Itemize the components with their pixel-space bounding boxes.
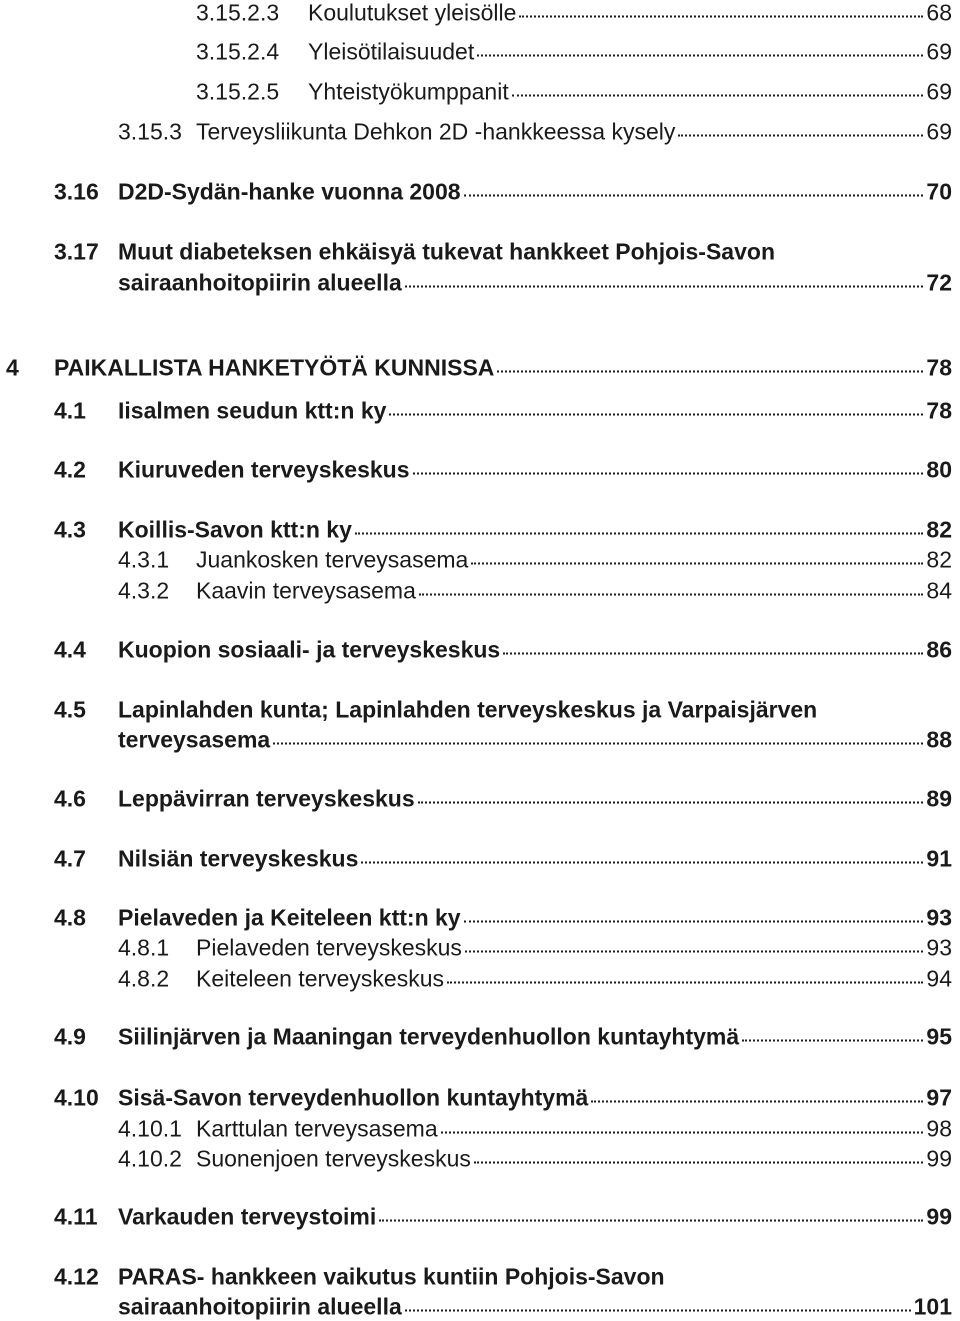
toc-entry-line — [118, 1084, 952, 1111]
toc-entry-title[interactable]: sairaanhoitopiirin alueella — [118, 269, 402, 296]
toc-entry-number: 4 — [6, 354, 19, 381]
dot-leader — [464, 195, 924, 197]
dot-leader — [497, 371, 923, 373]
toc-entry-title[interactable]: Kiuruveden terveyskeskus — [118, 456, 410, 483]
toc-entry-line — [118, 456, 952, 483]
toc-entry-line — [196, 1115, 952, 1142]
toc-entry-number: 3.15.2.3 — [196, 0, 280, 26]
toc-entry-title[interactable]: Pielaveden ja Keiteleen ktt:n ky — [118, 904, 461, 931]
toc-entry-number: 4.10 — [54, 1084, 99, 1111]
toc-page-number[interactable]: 69 — [926, 78, 952, 105]
dot-leader — [355, 533, 924, 535]
toc-entry-title[interactable]: Kuopion sosiaali- ja terveyskeskus — [118, 636, 501, 663]
dot-leader — [361, 862, 923, 864]
toc-entry-title[interactable]: Siilinjärven ja Maaningan terveydenhuollon kuntayhtymä — [118, 1023, 740, 1050]
toc-entry-title[interactable]: PAIKALLISTA HANKETYÖTÄ KUNNISSA — [54, 354, 495, 381]
toc-entry-number: 4.3.2 — [118, 577, 170, 604]
toc-entry-title[interactable]: Muut diabeteksen ehkäisyä tukevat hankkeet Pohjois-Savon — [118, 238, 775, 265]
toc-entry-line — [118, 178, 952, 205]
toc-page-number[interactable]: 82 — [926, 546, 952, 573]
toc-entry-line — [118, 845, 952, 872]
toc-entry-line — [118, 516, 952, 543]
toc-entry-title[interactable]: Nilsiän terveyskeskus — [118, 845, 359, 872]
toc-entry-line — [118, 1203, 952, 1230]
dot-leader — [477, 55, 923, 57]
toc-entry-number: 4.3 — [54, 516, 86, 543]
toc-page-number[interactable]: 70 — [926, 178, 952, 205]
toc-entry-number: 3.15.2.5 — [196, 78, 280, 105]
dot-leader — [418, 802, 924, 804]
dot-leader — [405, 286, 924, 288]
dot-leader — [419, 594, 924, 596]
toc-entry-line — [308, 2, 952, 25]
dot-leader — [273, 743, 923, 745]
toc-entry-line — [308, 38, 952, 65]
toc-entry-number: 4.11 — [54, 1203, 98, 1230]
toc-page-number[interactable]: 91 — [926, 845, 952, 872]
toc-entry-number: 3.17 — [54, 238, 99, 265]
toc-entry-number: 3.15.2.4 — [196, 38, 280, 65]
toc-entry-number: 4.10.1 — [118, 1115, 182, 1142]
toc-entry-line — [196, 1145, 952, 1172]
toc-page-number[interactable]: 72 — [926, 269, 952, 296]
toc-entry-title[interactable]: terveysasema — [118, 726, 271, 753]
toc-page-number[interactable]: 88 — [926, 726, 952, 753]
toc-entry-line — [54, 354, 952, 381]
toc-entry-line-wrapped — [118, 1263, 665, 1290]
toc-entry-line — [196, 118, 952, 145]
toc-entry-title[interactable]: Lapinlahden kunta; Lapinlahden terveyskeskus ja Varpaisjärven — [118, 696, 818, 723]
dot-leader — [379, 1220, 923, 1222]
toc-page-number[interactable]: 97 — [926, 1084, 952, 1111]
dot-leader — [447, 982, 923, 984]
toc-entry-number: 4.12 — [54, 1263, 99, 1290]
toc-entry-number: 4.5 — [54, 696, 86, 723]
toc-entry-title[interactable]: Koillis-Savon ktt:n ky — [118, 516, 352, 543]
toc-entry-title[interactable]: Kaavin terveysasema — [196, 577, 416, 604]
toc-entry-line — [118, 1023, 952, 1050]
dot-leader — [441, 1132, 924, 1134]
toc-page-number[interactable]: 93 — [926, 904, 952, 931]
toc-entry-title[interactable]: Terveysliikunta Dehkon 2D -hankkeessa kysely — [196, 118, 676, 145]
toc-entry-title[interactable]: Karttulan terveysasema — [196, 1115, 438, 1142]
toc-entry-title[interactable]: Varkauden terveystoimi — [118, 1203, 377, 1230]
toc-entry-title[interactable]: D2D-Sydän-hanke vuonna 2008 — [118, 178, 461, 205]
toc-page-number[interactable]: 86 — [926, 636, 952, 663]
toc-page-number[interactable]: 78 — [926, 354, 952, 381]
toc-page-number[interactable]: 69 — [926, 38, 952, 65]
toc-entry-line — [118, 636, 952, 663]
toc-entry-line — [196, 965, 952, 992]
dot-leader — [512, 95, 924, 97]
dot-leader — [464, 921, 924, 923]
dot-leader — [591, 1101, 923, 1103]
toc-entry-number: 4.10.2 — [118, 1145, 182, 1172]
dot-leader — [503, 653, 923, 655]
toc-entry-number: 3.16 — [54, 178, 99, 205]
toc-page-number[interactable]: 80 — [926, 456, 952, 483]
dot-leader — [678, 135, 923, 137]
toc-page-number[interactable]: 98 — [926, 1115, 952, 1142]
toc-entry-title[interactable]: Sisä-Savon terveydenhuollon kuntayhtymä — [118, 1084, 589, 1111]
toc-entry-title[interactable]: Iisalmen seudun ktt:n ky — [118, 397, 387, 424]
toc-entry-title[interactable]: sairaanhoitopiirin alueella — [118, 1293, 402, 1320]
toc-entry-title[interactable]: Keiteleen terveyskeskus — [196, 965, 445, 992]
dot-leader — [471, 563, 923, 565]
toc-entry-number: 4.8.2 — [118, 965, 170, 992]
dot-leader — [742, 1040, 923, 1042]
toc-entry-line — [308, 78, 952, 105]
toc-entry-title[interactable]: Leppävirran terveyskeskus — [118, 785, 415, 812]
toc-entry-number: 4.8 — [54, 904, 86, 931]
toc-entry-line — [118, 269, 952, 296]
toc-entry-title[interactable]: Yleisötilaisuudet — [308, 38, 475, 65]
toc-page-number[interactable]: 94 — [926, 965, 952, 992]
dot-leader — [474, 1162, 924, 1164]
toc-entry-line — [118, 397, 952, 424]
toc-entry-number: 4.9 — [54, 1023, 86, 1050]
toc-entry-number: 4.6 — [54, 785, 86, 812]
toc-page-number[interactable]: 101 — [913, 1293, 952, 1320]
toc-page-number[interactable]: 95 — [926, 1023, 952, 1050]
toc-entry-title[interactable]: Yhteistyökumppanit — [308, 78, 509, 105]
toc-entry-line — [196, 934, 952, 961]
toc-entry-number: 4.1 — [54, 397, 86, 424]
dot-leader — [389, 414, 923, 416]
toc-page-number[interactable]: 99 — [926, 1203, 952, 1230]
toc-page-number[interactable]: 99 — [926, 1145, 952, 1172]
toc-entry-number: 4.8.1 — [118, 934, 170, 961]
toc-entry-line-wrapped — [118, 238, 775, 265]
toc-entry-line — [118, 726, 952, 753]
toc-page-number[interactable]: 82 — [926, 516, 952, 543]
dot-leader — [413, 473, 924, 475]
toc-entry-line — [118, 904, 952, 931]
toc-entry-title[interactable]: Koulutukset yleisölle — [308, 0, 517, 26]
toc-page-number[interactable]: 68 — [926, 0, 952, 26]
toc-entry-number: 4.3.1 — [118, 546, 170, 573]
toc-page-number[interactable]: 93 — [926, 934, 952, 961]
toc-entry-line — [196, 577, 952, 604]
toc-entry-number: 4.7 — [54, 845, 86, 872]
toc-entry-title[interactable]: Juankosken terveysasema — [196, 546, 469, 573]
dot-leader — [465, 951, 923, 953]
toc-entry-line — [118, 1293, 952, 1320]
toc-entry-title[interactable]: Pielaveden terveyskeskus — [196, 934, 462, 961]
toc-entry-number: 4.2 — [54, 456, 86, 483]
toc-page-number[interactable]: 84 — [926, 577, 952, 604]
toc-entry-title[interactable]: Suonenjoen terveyskeskus — [196, 1145, 471, 1172]
toc-entry-line-wrapped — [118, 696, 818, 723]
toc-entry-line — [196, 546, 952, 573]
toc-entry-number: 4.4 — [54, 636, 86, 663]
toc-page-number[interactable]: 78 — [926, 397, 952, 424]
toc-entry-line — [118, 785, 952, 812]
toc-entry-number: 3.15.3 — [118, 118, 182, 145]
toc-entry-title[interactable]: PARAS- hankkeen vaikutus kuntiin Pohjois-Savon — [118, 1263, 665, 1290]
dot-leader — [519, 16, 923, 18]
toc-page-number[interactable]: 69 — [926, 118, 952, 145]
dot-leader — [405, 1310, 911, 1312]
toc-page-number[interactable]: 89 — [926, 785, 952, 812]
